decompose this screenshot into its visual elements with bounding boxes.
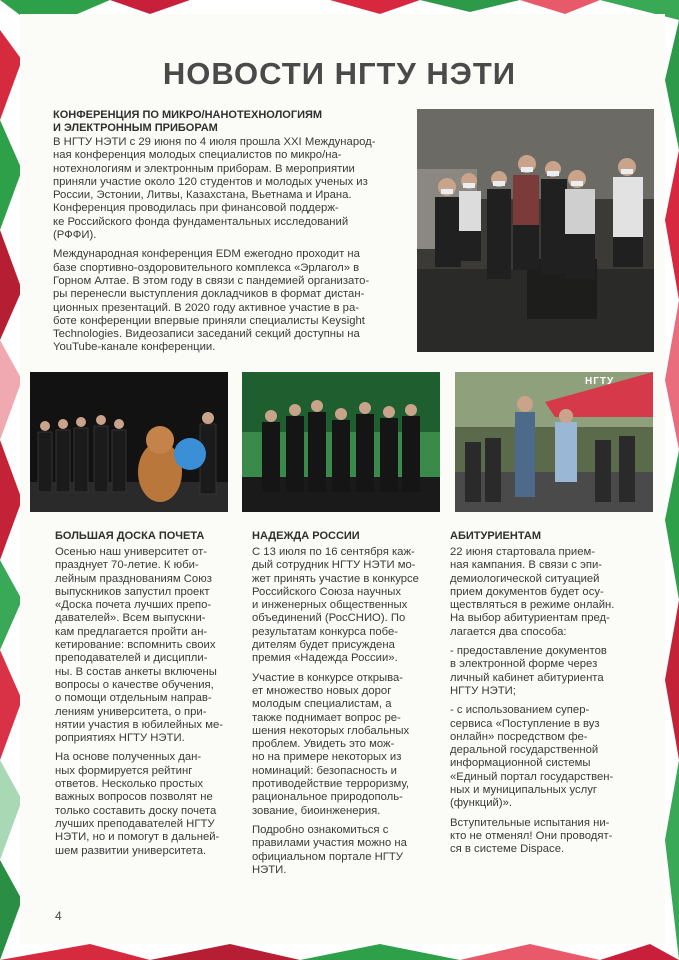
applicants-photo-image [455, 372, 653, 512]
honor-board-photo-image [30, 372, 228, 512]
text-line: в электронной форме через [450, 658, 598, 671]
text-line: роприятиях НГТУ НЭТИ. [55, 732, 185, 745]
applicants-photo [455, 372, 653, 512]
applicants-heading: АБИТУРИЕНТАМ [450, 530, 541, 542]
text-line: «Доска почета лучших препо- [55, 599, 212, 612]
column-honor-board [55, 530, 233, 858]
text-line: базе спортивно-оздоровительного комплекса «Эрлагол» в [53, 261, 360, 274]
text-line: давателей». Всем выпускни- [55, 612, 206, 625]
conference-group-photo [417, 109, 654, 352]
top-article [53, 109, 403, 355]
text-line: ке Российского фонда фундаментальных исследований [53, 215, 349, 228]
text-line: боте конференции впервые приняли специалисты Keysight [53, 314, 365, 327]
text-line: Подробно ознакомиться с [252, 823, 389, 836]
text-line: нотехнологиям и электронным приборам. В мероприятии [53, 162, 355, 175]
text-line: вопросы о качестве обучения, [55, 678, 214, 691]
text-line: кто не отменял! Они проводят- [450, 829, 613, 842]
text-line: лучших преподавателей НГТУ [55, 817, 215, 830]
text-line: лениям университета, о при- [55, 705, 207, 718]
text-line: молодым специалистам, а [252, 698, 392, 711]
nadezhda-rossii-body [252, 546, 432, 877]
text-line: правилами участия можно на [252, 837, 407, 850]
text-line: шения некоторых глобальных [252, 724, 410, 737]
text-line: На выбор абитуриентам пред- [450, 612, 610, 625]
text-line: важных вопросов позволят не [55, 791, 213, 804]
text-line: На основе полученных дан- [55, 751, 202, 764]
conference-photo-image [417, 109, 654, 352]
text-line: НГТУ НЭТИ; [450, 684, 516, 697]
text-line: С 13 июля по 16 сентября каж- [252, 546, 415, 558]
text-line: ры перенесли выступления докладчиков в формат дистан- [53, 288, 365, 301]
text-line: ционных презентаций. В 2020 году активное участие в ра- [53, 301, 360, 314]
text-line: «Единый портал государствен- [450, 770, 614, 783]
text-line: - с использованием супер- [450, 704, 590, 717]
text-line: YouTube-канале конференции. [53, 341, 216, 354]
text-line: дителям будет присуждена [252, 639, 395, 652]
text-line: выпускников запустил проект [55, 585, 210, 598]
text-line: приняли участие около 120 студентов и молодых ученых из [53, 175, 368, 188]
text-line: кам предлагается пройти ан- [55, 625, 208, 638]
text-line: также поднимает вопрос ре- [252, 711, 401, 724]
top-article-body [53, 136, 403, 355]
text-line: сервиса «Поступление в вуз [450, 717, 600, 730]
text-line: результатам конкурса побе- [252, 625, 399, 638]
text-line: и инженерных общественных [252, 599, 408, 612]
text-line: НЭТИ. [252, 863, 287, 876]
text-line: (функций)». [450, 797, 513, 810]
nadezhda-rossii-photo [242, 372, 440, 512]
text-line: но на примере некоторых из [252, 751, 402, 764]
text-line: ответов. Несколько простых [55, 778, 204, 791]
honor-board-heading: БОЛЬШАЯ ДОСКА ПОЧЕТА [55, 530, 205, 542]
text-line: номинаций: безопасность и [252, 764, 397, 777]
text-line: Осенью наш университет от- [55, 546, 208, 558]
text-line: объединений (РосСНИО). По [252, 612, 406, 625]
text-line: прием документов будет осу- [450, 585, 604, 598]
text-line: кетирование: вспомнить своих [55, 639, 216, 652]
page-title: НОВОСТИ НГТУ НЭТИ [162, 56, 517, 91]
applicants-body [450, 546, 630, 857]
text-line: только составить доску почета [55, 804, 217, 817]
text-line: о помощи отдельным направ- [55, 692, 212, 705]
text-line: ная кампания. В связи с эпи- [450, 559, 603, 572]
tent-sign-text: НГТУ [585, 376, 615, 387]
column-nadezhda-rossii [252, 530, 432, 877]
text-line: онлайн» посредством фе- [450, 730, 588, 743]
text-line: жет принять участие в конкурсе [252, 572, 419, 585]
text-line: ная конференция молодых специалистов по микро/на- [53, 149, 342, 162]
text-line: шем развитии университета. [55, 844, 207, 857]
column-applicants [450, 530, 630, 857]
page-number: 4 [55, 909, 62, 923]
text-line: лейным празднованиям Союз [55, 572, 212, 585]
text-line: НЭТИ, но и помогут в дальней- [55, 831, 220, 844]
text-line: (РФФИ). [53, 229, 97, 242]
text-line: рациональное природополь- [252, 791, 403, 804]
text-line: Горном Алтае. В этом году в связи с пандемией организато- [53, 274, 370, 287]
text-line: ществляться в режиме онлайн. [450, 599, 615, 612]
text-line: официальном портале НГТУ [252, 850, 403, 863]
honor-board-photo [30, 372, 228, 512]
text-line: Российского Союза научных [252, 585, 401, 598]
text-line: ных формируется рейтинг [55, 764, 193, 777]
text-line: ны. В состав анкеты включены [55, 665, 217, 678]
text-line: дый сотрудник НГТУ НЭТИ мо- [252, 559, 416, 572]
nadezhda-rossii-heading: НАДЕЖДА РОССИИ [252, 530, 360, 542]
text-line: России, Эстонии, Литвы, Казахстана, Вьетнама и Ирана. [53, 189, 352, 202]
text-line: информационной системы [450, 757, 591, 770]
text-line: Участие в конкурсе открыва- [252, 671, 404, 684]
text-line: ся в системе Dispace. [450, 843, 565, 856]
text-line: личный кабинет абитуриента [450, 671, 604, 684]
text-line: Международная конференция EDM ежегодно проходит на [53, 248, 360, 261]
text-line: Конференция проводилась при финансовой поддерж- [53, 202, 339, 215]
text-line: противодействие терроризму, [252, 778, 410, 791]
honor-board-body [55, 546, 233, 858]
text-line: ных и муниципальных услуг [450, 784, 598, 797]
text-line: преподавателей и дисципли- [55, 652, 208, 665]
text-line: деральной государственной [450, 744, 599, 757]
nadezhda-rossii-photo-image [242, 372, 440, 512]
text-line: ет множество новых дорог [252, 684, 392, 697]
text-line: демиологической ситуацией [450, 572, 600, 585]
text-line: - предоставление документов [450, 645, 607, 658]
top-article-heading-line1: КОНФЕРЕНЦИЯ ПО МИКРО/НАНОТЕХНОЛОГИЯМ [53, 109, 323, 121]
text-line: 22 июня стартовала прием- [450, 546, 596, 558]
text-line: проблем. Увидеть это мож- [252, 738, 395, 751]
top-article-heading-line2: И ЭЛЕКТРОННЫМ ПРИБОРАМ [53, 122, 218, 134]
text-line: празднует 70-летие. К юби- [55, 559, 199, 572]
text-line: премия «Надежда России». [252, 652, 398, 665]
text-line: В НГТУ НЭТИ с 29 июня по 4 июля прошла XXI Международ- [53, 136, 376, 148]
text-line: нятии участия в юбилейных ме- [55, 718, 224, 731]
text-line: зование, биоинженерия. [252, 804, 381, 817]
text-line: Technologies. Видеозаписи заседаний секций доступны на [53, 328, 360, 341]
text-line: лагается два способа: [450, 625, 567, 638]
text-line: Вступительные испытания ни- [450, 816, 610, 829]
